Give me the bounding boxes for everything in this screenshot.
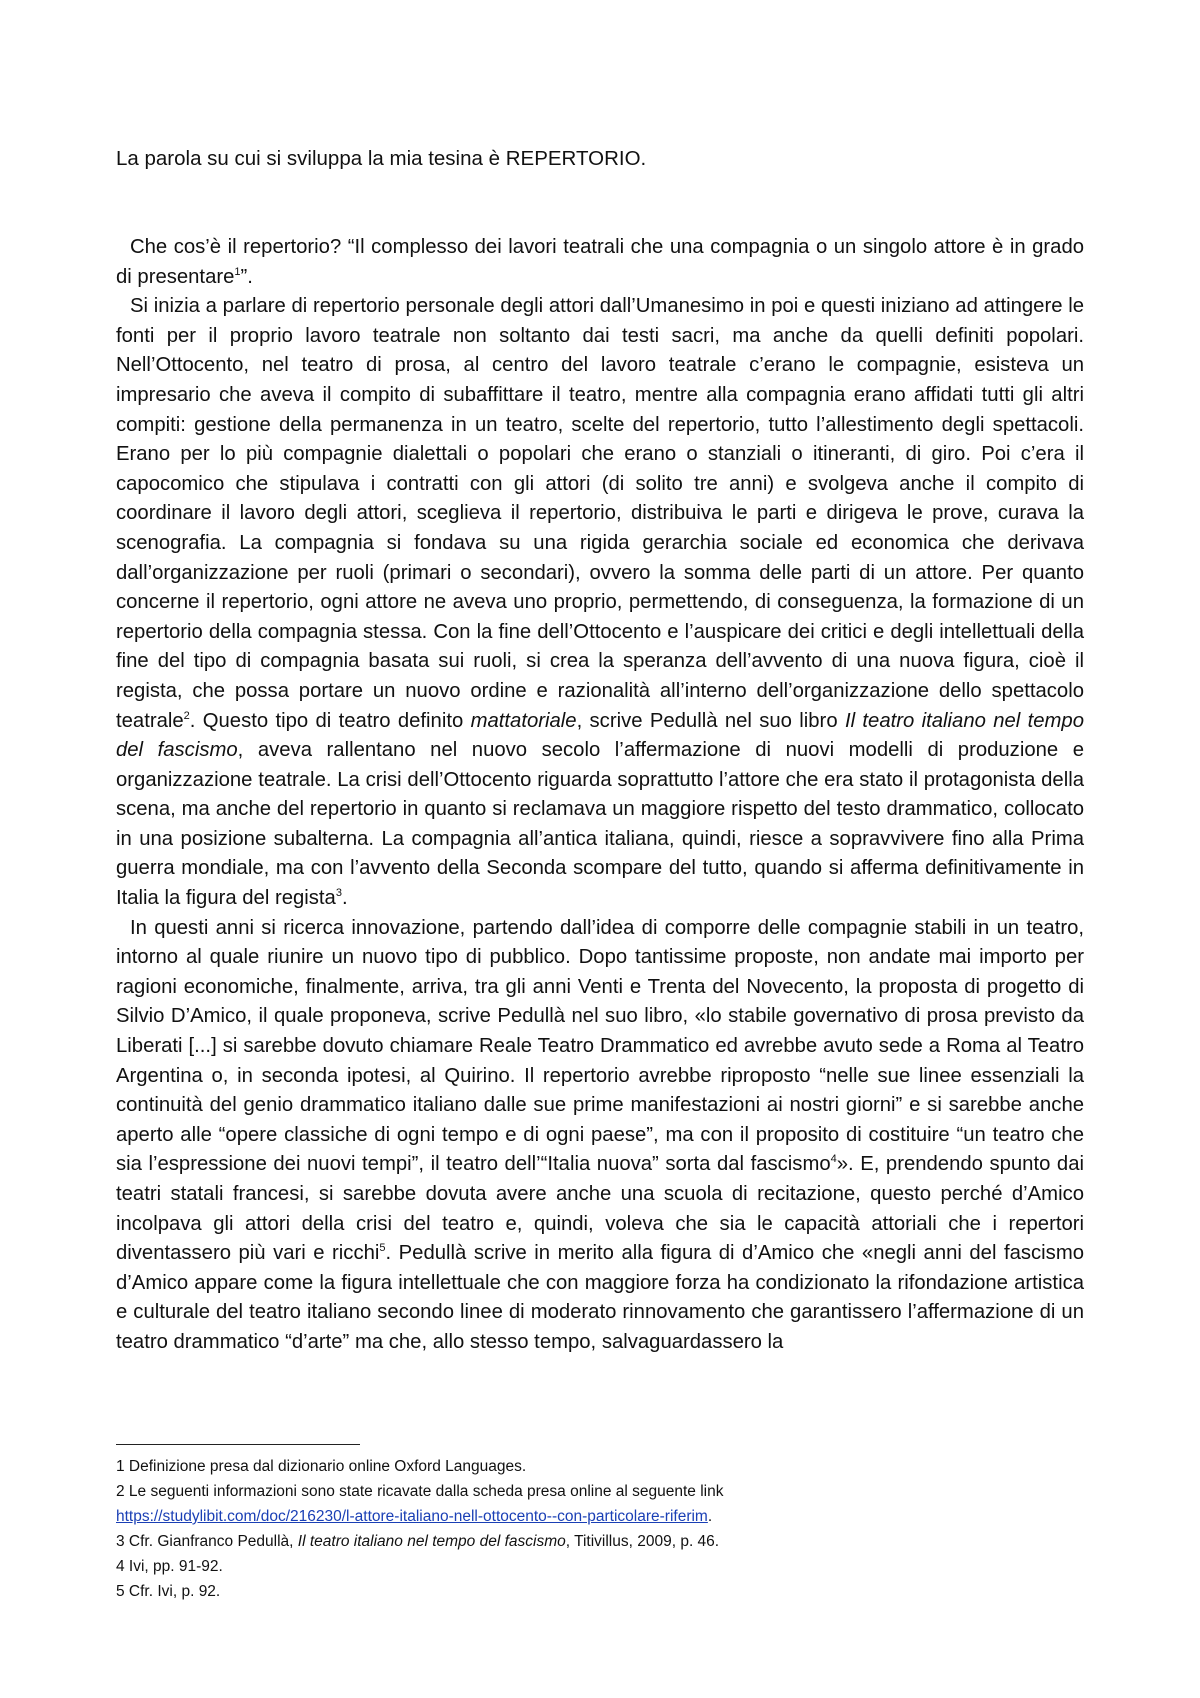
- footnote-separator: [116, 1444, 360, 1445]
- paragraph-2-text-d: , aveva rallentano nel nuovo secolo l’affermazione di nuovi modelli di produzione e organizzazione teatrale. La crisi dell’Ottocento riguarda soprattutto l’attore che era stato il protagonista della scena, ma anche del repertorio in quanto si reclamava un maggiore rispetto del testo drammatico, collocato in una posizione subalterna. La compagnia all’antica italiana, quindi, riesce a sopravvivere fino alla Prima guerra mondiale, ma con l’avvento della Seconda scompare del tutto, quando si afferma definitivamente in Italia la figura del regista: [116, 739, 1085, 910]
- paragraph-2-text-a: Si inizia a parlare di repertorio personale degli attori dall’Umanesimo in poi e questi iniziano ad attingere le fonti per il proprio lavoro teatrale non soltanto dai testi sacri, ma anche da quelli definiti popolari. Nell’Ottocento, nel teatro di prosa, al centro del lavoro teatrale c’erano le compagnie, esisteva un impresario che aveva il compito di subaffittare il teatro, mentre alla compagnia erano affidati tutti gli altri compiti: gestione della permanenza in un teatro, scelte del repertorio, tutto l’allestimento degli spettacoli. Erano per lo più compagnie dialettali o popolari che erano o stanziali o itineranti, di giro. Poi c’era il capocomico che stipulava i contratti con gli attori (di solito tre anni) e svolgeva anche il compito di coordinare il lavoro degli attori, sceglieva il repertorio, distribuiva le parti e dirigeva le prove, curava la scenografia. La compagnia si fondava su una rigida gerarchia sociale ed economica che derivava dall’organizzazione per ruoli (primari o secondari), ovvero la somma delle parti di un attore. Per quanto concerne il repertorio, ogni attore ne aveva uno proprio, permettendo, di conseguenza, la formazione di un repertorio della compagnia stessa. Con la fine dell’Ottocento e l’auspicare dei critici e degli intellettuali della fine del tipo di compagnia basata sui ruoli, si crea la speranza dell’avvento di una nuova figura, cioè il regista, che possa portare un nuovo ordine e razionalità all’interno dell’organizzazione dello spettacolo teatrale: [116, 295, 1084, 732]
- paragraph-2: [116, 292, 1084, 913]
- book-title: Il teatro italiano nel tempo del fascismo: [116, 709, 1084, 762]
- paragraph-1-text: Che cos’è il repertorio? “Il complesso dei lavori teatrali che una compagnia o un singolo attore è in grado di presentare: [116, 236, 1084, 288]
- paragraph-2-text-c: , scrive Pedullà nel suo libro: [576, 709, 845, 732]
- paragraph-3-text-b: ». E, prendendo spunto dai teatri statali francesi, si sarebbe dovuta avere anche una scuola di recitazione, questo perché d’Amico incolpava gli attori della crisi del teatro e, quindi, voleva che sia le capacità attoriali che i repertori diventassero più vari e ricchi: [116, 1153, 1084, 1265]
- footnote-3-prefix: 3 Cfr. Gianfranco Pedullà,: [116, 1533, 298, 1550]
- footnote-1: 1 Definizione presa dal dizionario online Oxford Languages.: [116, 1458, 527, 1475]
- footnote-2-link-end: .: [707, 1508, 713, 1525]
- footnote-ref-4[interactable]: 4: [830, 1153, 837, 1166]
- footnote-ref-5[interactable]: 5: [379, 1242, 386, 1255]
- footnote-2: 2 Le seguenti informazioni sono state ricavate dalla scheda presa online al seguente link: [116, 1483, 724, 1500]
- intro-line: La parola su cui si sviluppa la mia tesina è REPERTORIO.: [116, 147, 647, 170]
- paragraph-3: [116, 914, 1084, 1358]
- footnote-5: 5 Cfr. Ivi, p. 92.: [116, 1583, 221, 1600]
- footnote-ref-2[interactable]: 2: [183, 709, 190, 722]
- footnote-ref-3[interactable]: 3: [335, 887, 342, 900]
- footnote-4: 4 Ivi, pp. 91-92.: [116, 1558, 223, 1575]
- term-mattatoriale: mattatoriale: [470, 709, 577, 732]
- paragraph-3-text-c: . Pedullà scrive in merito alla figura di d’Amico che «negli anni del fascismo d’Amico appare come la figura intellettuale che con maggiore forza ha condizionato la rifondazione artistica e culturale del teatro italiano secondo linee di moderato rinnovamento che garantissero l’affermazione di un teatro drammatico “d’arte” ma che, allo stesso tempo, salvaguardassero la: [116, 1242, 1084, 1353]
- paragraph-2-text-b: . Questo tipo di teatro definito: [189, 709, 471, 732]
- footnote-3-title: Il teatro italiano nel tempo del fascismo: [297, 1533, 566, 1550]
- paragraph-1-end: ”.: [240, 265, 253, 288]
- footnote-3-suffix: , Titivillus, 2009, p. 46.: [565, 1533, 720, 1550]
- footnote-ref-1[interactable]: 1: [234, 265, 241, 278]
- footnotes: [116, 1454, 1096, 1604]
- footnote-3: [116, 1529, 1096, 1554]
- paragraph-1: [116, 233, 1084, 292]
- paragraph-3-text-a: In questi anni si ricerca innovazione, partendo dall’idea di comporre delle compagnie stabili in un teatro, intorno al quale riunire un nuovo tipo di pubblico. Dopo tantissime proposte, non andate mai importo per ragioni economiche, finalmente, arriva, tra gli anni Venti e Trenta del Novecento, la proposta di progetto di Silvio D’Amico, il quale proponeva, scrive Pedullà nel suo libro, «lo stabile governativo di prosa previsto da Liberati [...] si sarebbe dovuto chiamare Reale Teatro Drammatico ed avrebbe avuto sede a Roma al Teatro Argentina o, in seconda ipotesi, al Quirino. Il repertorio avrebbe riproposto “nelle sue linee essenziali la continuità del genio drammatico italiano dalle sue prime manifestazioni ai nostri giorni” e si sarebbe anche aperto alle “opere classiche di ogni tempo e di ogni paese”, ma con il proposito di costituire “un teatro che sia l’espressione dei nuovi tempi”, il teatro dell’“Italia nuova” sorta dal fascismo: [116, 916, 1084, 1176]
- body-text: [116, 233, 1084, 1358]
- footnote-2-link-line: [116, 1504, 1096, 1529]
- paragraph-2-end: .: [341, 887, 348, 910]
- footnote-2-link[interactable]: https://studylibit.com/doc/216230/l-attore-italiano-nell-ottocento--con-particolare-riferim: [116, 1508, 708, 1525]
